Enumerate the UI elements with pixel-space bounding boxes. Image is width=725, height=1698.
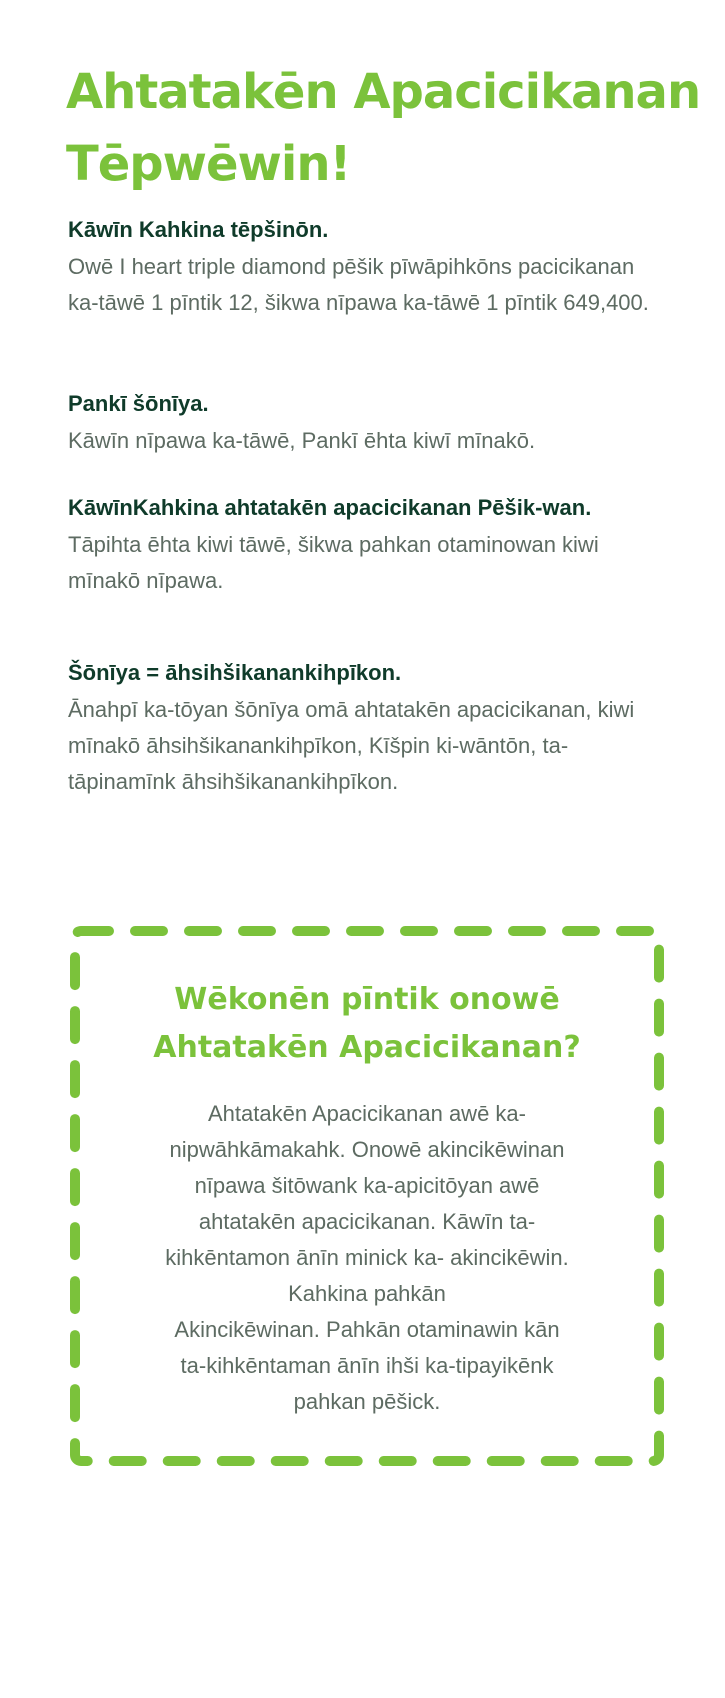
callout-title-line-1: Wēkonēn pīntik onowē: [174, 982, 560, 1017]
callout-box: [70, 926, 664, 1466]
callout-line: ta-kihkēntaman ānīn ihši ka-tipayikēnk: [180, 1353, 554, 1378]
fact-heading: Kāwīn Kahkina tēpšinōn.: [68, 217, 329, 242]
callout-title: [70, 976, 664, 1072]
callout-line: nīpawa šitōwank ka-apicitōyan awē: [194, 1173, 540, 1198]
callout-line: ahtatakēn apacicikanan. Kāwīn ta-: [198, 1209, 536, 1234]
fact-body: Tāpihta ēhta kiwi tāwē, šikwa pahkan otaminowan kiwi mīnakō nīpawa.: [68, 532, 599, 593]
fact-heading: KāwīnKahkina ahtatakēn apacicikanan Pēšik-wan.: [68, 495, 592, 520]
callout-line: Kahkina pahkān: [288, 1281, 446, 1306]
fact-body: Kāwīn nīpawa ka-tāwē, Pankī ēhta kiwī mīnakō.: [68, 428, 536, 453]
callout-line: Akincikēwinan. Pahkān otaminawin kān: [174, 1317, 560, 1342]
fact-section-3: [68, 493, 668, 599]
page-title-line-1: Ahtatakēn Apacicikanan: [66, 64, 701, 120]
page-title: [66, 56, 706, 200]
fact-heading: Pankī šōnīya.: [68, 391, 209, 416]
callout-line: nipwāhkāmakahk. Onowē akincikēwinan: [169, 1137, 565, 1162]
fact-body: Ānahpī ka-tōyan šōnīya omā ahtatakēn apacicikanan, kiwi mīnakō āhsihšikanankihpīkon, Kīšpin ki-wāntōn, ta-tāpinamīnk āhsihšikanankihpīkon.: [68, 697, 635, 794]
fact-section-2: [68, 389, 668, 459]
callout-line: kihkēntamon ānīn minick ka- akincikēwin.: [165, 1245, 569, 1270]
fact-body: Owē I heart triple diamond pēšik pīwāpihkōns pacicikanan ka-tāwē 1 pīntik 12, šikwa nīpawa ka-tāwē 1 pīntik 649,400.: [68, 254, 649, 315]
fact-section-4: [68, 658, 668, 800]
fact-section-1: [68, 215, 668, 321]
page-title-line-2: Tēpwēwin!: [66, 136, 351, 192]
callout-body: [110, 1096, 624, 1420]
callout-line: Ahtatakēn Apacicikanan awē ka-: [208, 1101, 526, 1126]
callout-title-line-2: Ahtatakēn Apacicikanan?: [153, 1030, 581, 1065]
callout-line: pahkan pēšick.: [293, 1389, 441, 1414]
fact-heading: Šōnīya = āhsihšikanankihpīkon.: [68, 660, 402, 685]
